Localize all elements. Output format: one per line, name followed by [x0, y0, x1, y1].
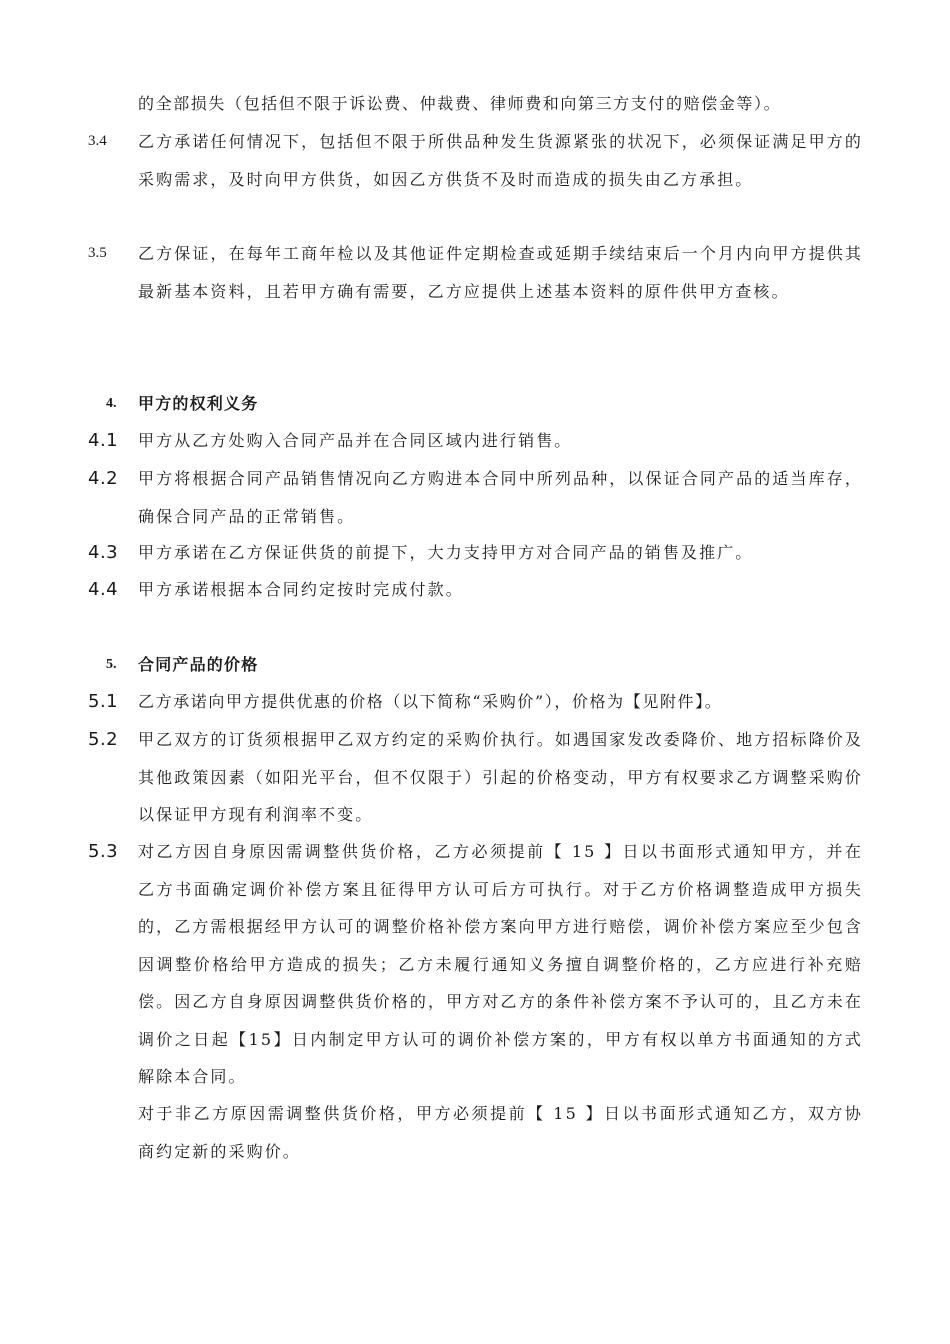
- clause-number: 5.2: [88, 729, 119, 750]
- clause-text: 乙方保证，在每年工商年检以及其他证件定期检查或延期手续结束后一个月内向甲方提供其最新基本资料，且若甲方确有需要，乙方应提供上述基本资料的原件供甲方查核。: [138, 244, 863, 301]
- section-4-heading: [88, 385, 863, 423]
- clause-number: 5.3: [88, 841, 119, 862]
- clause-4-3: [88, 534, 863, 572]
- section-number: 4.: [106, 396, 117, 411]
- clause-text: 甲方承诺根据本合同约定按时完成付款。: [138, 580, 464, 599]
- clause-5-3-continuation: [88, 1095, 863, 1170]
- clause-number: 4.3: [88, 542, 119, 563]
- clause-text: 对于非乙方原因需调整供货价格，甲方必须提前【 15 】日以书面形式通知乙方，双方协商约定新的采购价。: [138, 1104, 863, 1161]
- clause-text: 甲方承诺在乙方保证供货的前提下，大力支持甲方对合同产品的销售及推广。: [138, 543, 754, 562]
- clause-number: 4.4: [88, 579, 119, 600]
- clause-3-5: [88, 235, 863, 310]
- clause-5-1: [88, 683, 863, 721]
- section-title: 合同产品的价格: [138, 655, 259, 674]
- clause-number: 5.1: [88, 691, 119, 712]
- clause-5-2: [88, 721, 863, 834]
- clause-4-2: [88, 460, 863, 535]
- section-title: 甲方的权利义务: [138, 394, 259, 413]
- clause-text: 甲乙双方的订货须根据甲乙双方约定的采购价执行。如遇国家发改委降价、地方招标降价及其他政策因素（如阳光平台，但不仅限于）引起的价格变动，甲方有权要求乙方调整采购价以保证甲方现有利润率不变。: [138, 730, 863, 824]
- clause-number: 4.2: [88, 468, 119, 489]
- clause-5-3: [88, 833, 863, 1096]
- section-number: 5.: [106, 657, 117, 672]
- clause-number: 3.5: [88, 245, 107, 261]
- clause-3-4: [88, 123, 863, 198]
- clause-text: 甲方从乙方处购入合同产品并在合同区域内进行销售。: [138, 431, 573, 450]
- clause-text: 对乙方因自身原因需调整供货价格，乙方必须提前【 15 】日以书面形式通知甲方，并在乙方书面确定调价补偿方案且征得甲方认可后方可执行。对于乙方价格调整造成甲方损失的，乙方需根据经甲方认可的调整价格补偿方案向甲方进行赔偿，调价补偿方案应至少包含因调整价格给甲方造成的损失；乙方未履行通知义务擅自调整价格的，乙方应进行补充赔偿。因乙方自身原因调整供货价格的，甲方对乙方的条件补偿方案不予认可的，且乙方未在调价之日起【15】日内制定甲方认可的调价补偿方案的，甲方有权以单方书面通知的方式解除本合同。: [138, 842, 863, 1086]
- clause-3-3-continuation: [88, 85, 863, 123]
- clause-text: 乙方承诺任何情况下，包括但不限于所供品种发生货源紧张的状况下，必须保证满足甲方的采购需求，及时向甲方供货，如因乙方供货不及时而造成的损失由乙方承担。: [138, 132, 863, 189]
- clause-4-4: [88, 571, 863, 609]
- clause-text: 乙方承诺向甲方提供优惠的价格（以下简称“采购价”），价格为【见附件】。: [138, 692, 723, 711]
- clause-text: 甲方将根据合同产品销售情况向乙方购进本合同中所列品种，以保证合同产品的适当库存，确保合同产品的正常销售。: [138, 469, 863, 526]
- clause-number: 4.1: [88, 430, 119, 451]
- clause-number: 3.4: [88, 133, 107, 149]
- section-5-heading: [88, 646, 863, 684]
- clause-4-1: [88, 422, 863, 460]
- clause-text: 的全部损失（包括但不限于诉讼费、仲裁费、律师费和向第三方支付的赔偿金等）。: [138, 94, 782, 113]
